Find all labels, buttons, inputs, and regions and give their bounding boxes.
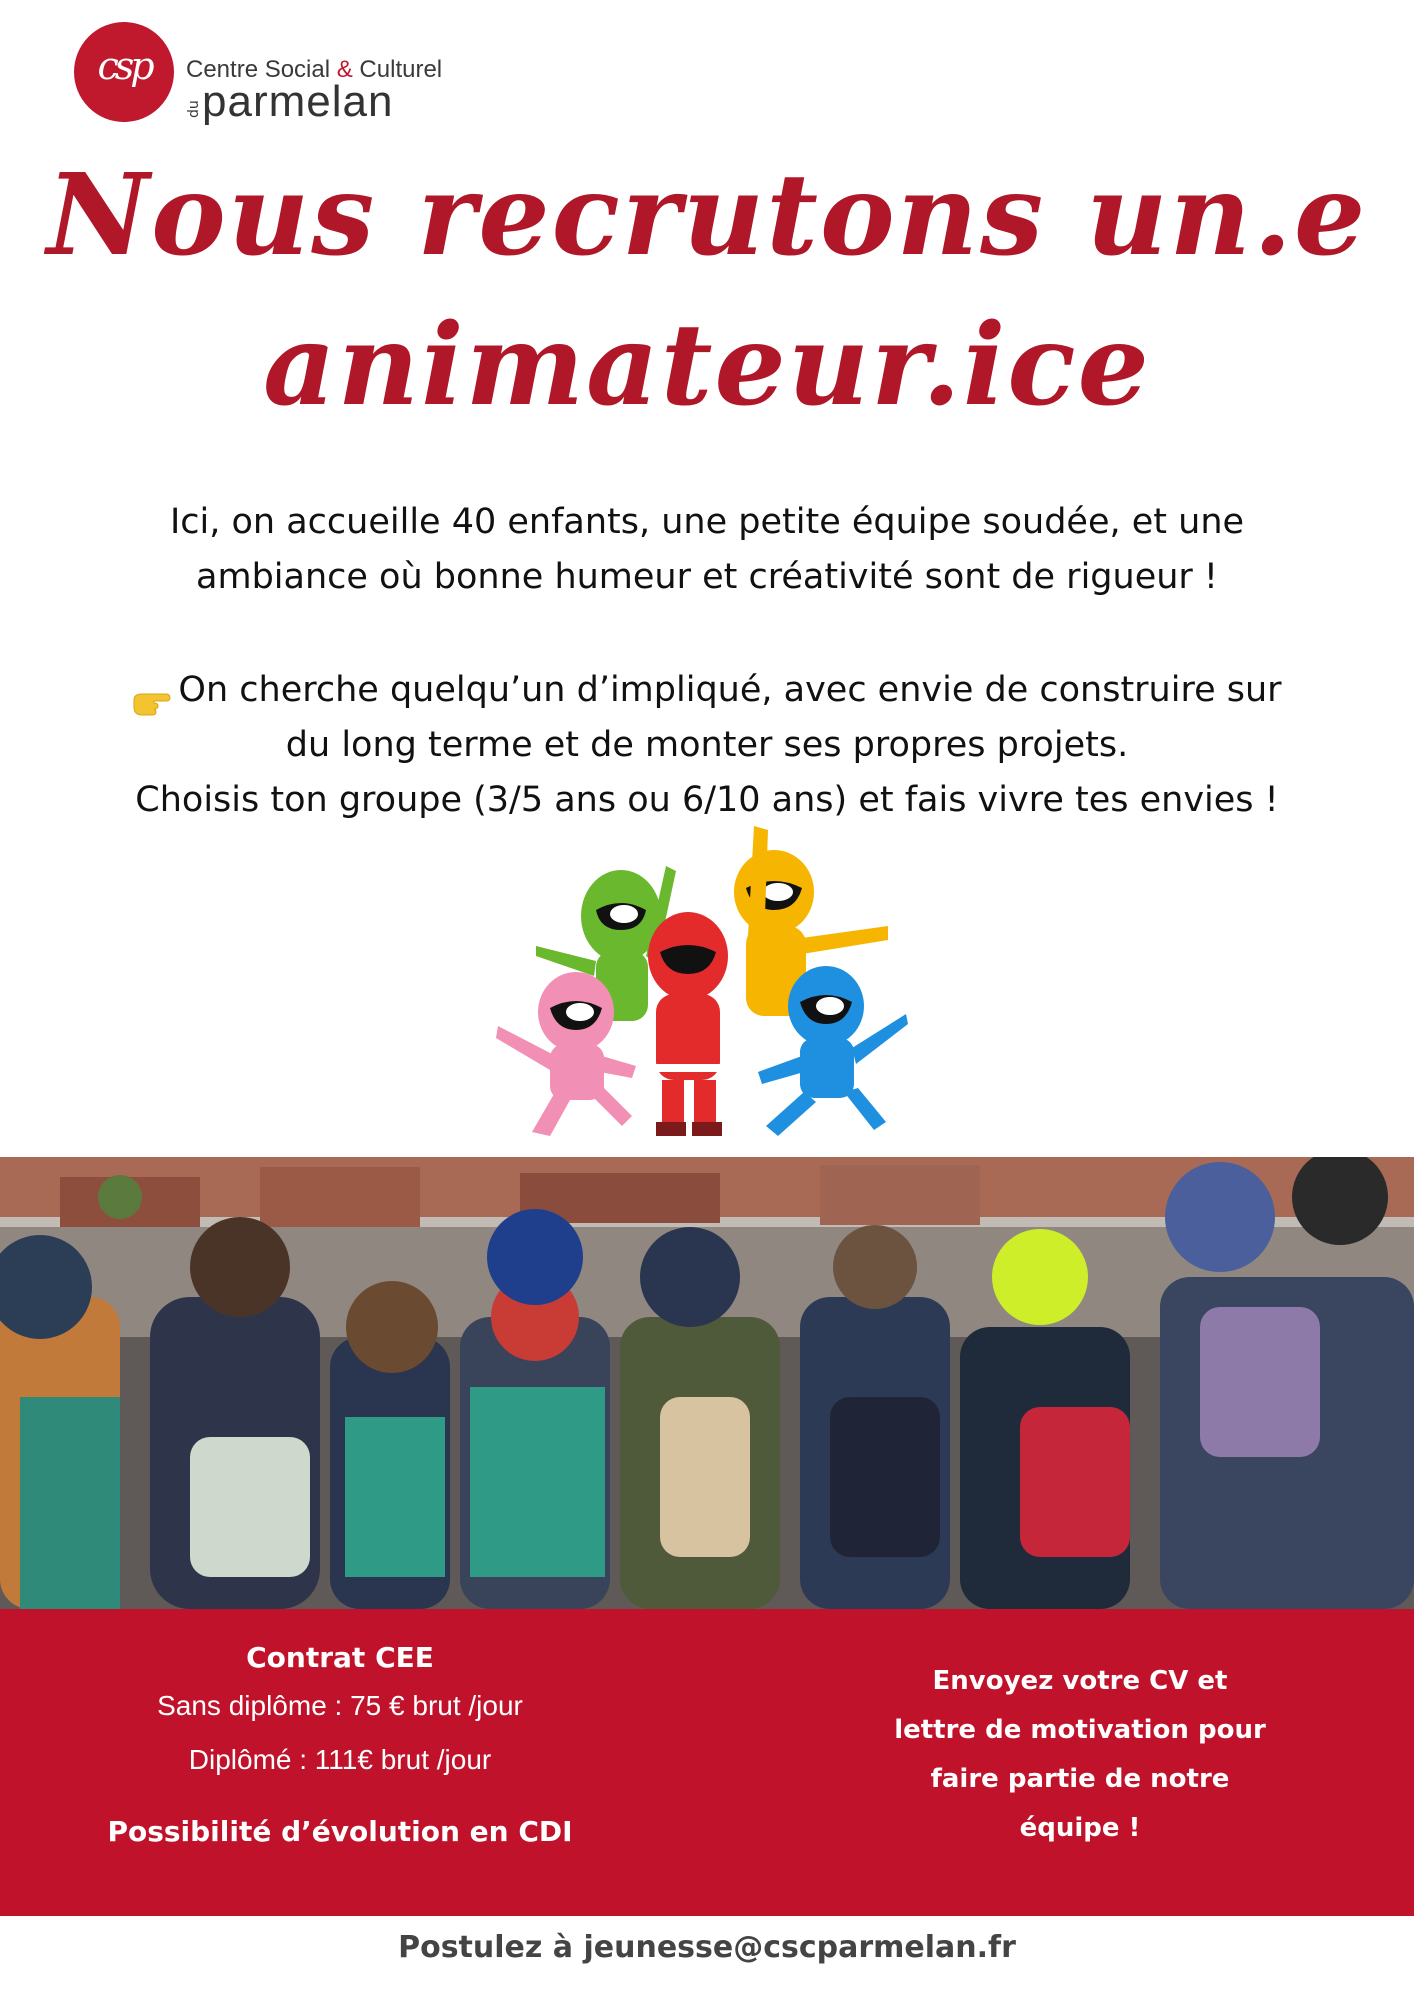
evolution-note: Possibilité d’évolution en CDI	[107, 1815, 573, 1848]
seek-line1-wrap	[40, 663, 1374, 718]
logo-line1-end: Culturel	[352, 56, 443, 83]
apply-line3: faire partie de notre	[930, 1764, 1230, 1794]
headline-line2: animateur.ice	[263, 300, 1151, 431]
apply-column	[860, 1657, 1300, 1853]
children-group-photo	[0, 1157, 1414, 1609]
offer-column	[80, 1637, 600, 1848]
headline-line1: Nous recrutons un.e	[46, 150, 1368, 281]
apply-email-cta[interactable]: Postulez à jeunesse@cscparmelan.fr	[398, 1930, 1016, 1965]
apply-line1: Envoyez votre CV et	[932, 1666, 1228, 1696]
pointing-hand-icon	[132, 678, 172, 704]
seek-line3: Choisis ton groupe (3/5 ans ou 6/10 ans) et fais vivre tes envies !	[135, 780, 1279, 820]
contract-title: Contrat CEE	[246, 1641, 434, 1674]
logo	[74, 22, 514, 132]
logo-ampersand: &	[336, 56, 353, 83]
red-ninja	[648, 912, 728, 1136]
seek-line1: On cherche quelqu’un d’impliqué, avec envie de construire sur	[178, 670, 1282, 710]
ninja-kids-illustration	[496, 826, 908, 1140]
seek-line2: du long terme et de monter ses propres projets.	[285, 725, 1129, 765]
logo-monogram: csp	[97, 44, 151, 88]
logo-line2: parmelan	[202, 77, 394, 126]
seek-paragraph	[40, 663, 1374, 828]
info-band	[0, 1609, 1414, 1916]
apply-line4: équipe !	[1019, 1813, 1141, 1843]
intro-line2: ambiance où bonne humeur et créativité sont de rigueur !	[196, 557, 1218, 597]
logo-du: du	[186, 100, 202, 118]
intro-line1: Ici, on accueille 40 enfants, une petite équipe soudée, et une	[169, 502, 1245, 542]
rate-diploma: Diplômé : 111€ brut /jour	[188, 1744, 492, 1775]
apply-line2: lettre de motivation pour	[894, 1715, 1266, 1745]
intro-paragraph	[40, 495, 1374, 605]
rate-no-diploma: Sans diplôme : 75 € brut /jour	[157, 1690, 523, 1721]
logo-line1-start: Centre Social	[186, 56, 337, 83]
